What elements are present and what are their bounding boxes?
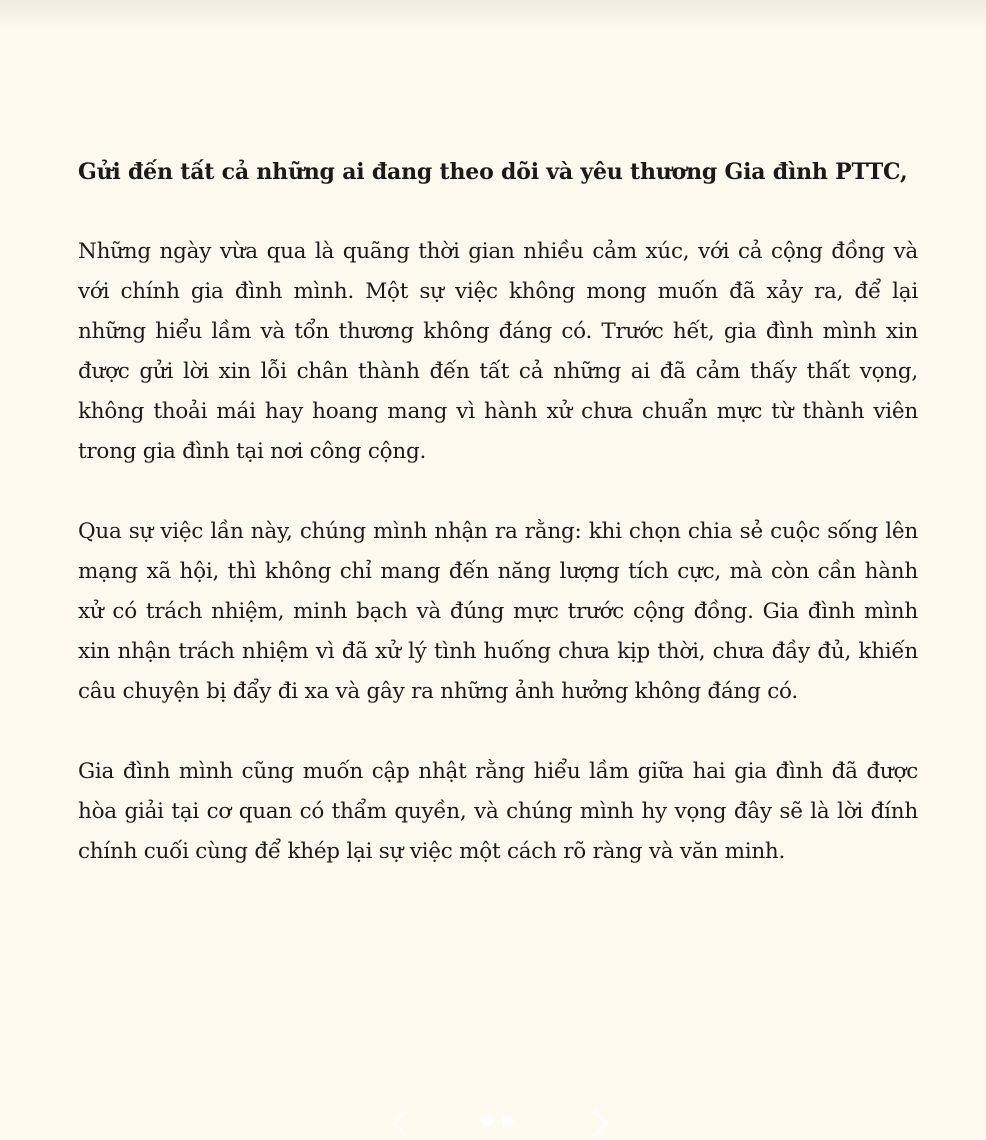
letter-salutation: Gửi đến tất cả những ai đang theo dõi và yêu thương Gia đình PTTC, — [78, 159, 908, 185]
letter-paragraph-3: Gia đình mình cũng muốn cập nhật rằng hiểu lầm giữa hai gia đình đã được hòa giải tại cơ quan có thẩm quyền, và chúng mình hy vọng đây sẽ là lời đính chính cuối cùng để khép lại sự việc một cách rõ ràng và văn minh. — [78, 759, 918, 864]
carousel-dot-2[interactable] — [502, 1116, 513, 1127]
carousel-controls — [0, 1100, 986, 1140]
letter-paragraph-2: Qua sự việc lần này, chúng mình nhận ra rằng: khi chọn chia sẻ cuộc sống lên mạng xã hội, thì không chỉ mang đến năng lượng tích cực, mà còn cần hành xử có trách nhiệm, minh bạch và đúng mực trước cộng đồng. Gia đình mình xin nhận trách nhiệm vì đã xử lý tình huống chưa kịp thời, chưa đầy đủ, khiến câu chuyện bị đẩy đi xa và gây ra những ảnh hưởng không đáng có. — [78, 519, 918, 704]
letter-paragraph-1: Những ngày vừa qua là quãng thời gian nhiều cảm xúc, với cả cộng đồng và với chính gia đình mình. Một sự việc không mong muốn đã xảy ra, để lại những hiểu lầm và tổn thương không đáng có. Trước hết, gia đình mình xin được gửi lời xin lỗi chân thành đến tất cả những ai đã cảm thấy thất vọng, không thoải mái hay hoang mang vì hành xử chưa chuẩn mực từ thành viên trong gia đình tại nơi công cộng. — [78, 239, 918, 464]
top-gradient-shade — [0, 0, 986, 30]
carousel-dot-1[interactable] — [482, 1116, 493, 1127]
apology-letter — [78, 152, 918, 872]
